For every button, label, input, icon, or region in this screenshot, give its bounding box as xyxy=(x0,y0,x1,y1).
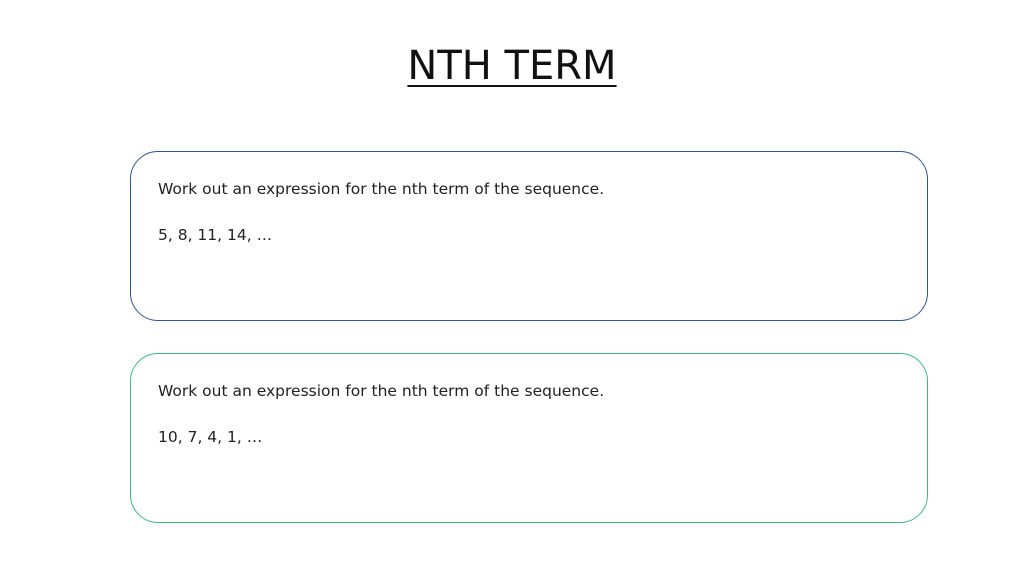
slide-title-text: NTH TERM xyxy=(407,43,617,89)
slide-title xyxy=(0,40,1024,92)
question-box-1 xyxy=(130,151,928,321)
question-prompt: Work out an expression for the nth term of the sequence. xyxy=(158,382,605,400)
sequence-terms: 10, 7, 4, 1, … xyxy=(158,428,263,446)
sequence-terms: 5, 8, 11, 14, … xyxy=(158,226,273,244)
question-prompt: Work out an expression for the nth term of the sequence. xyxy=(158,180,605,198)
question-box-2 xyxy=(130,353,928,523)
